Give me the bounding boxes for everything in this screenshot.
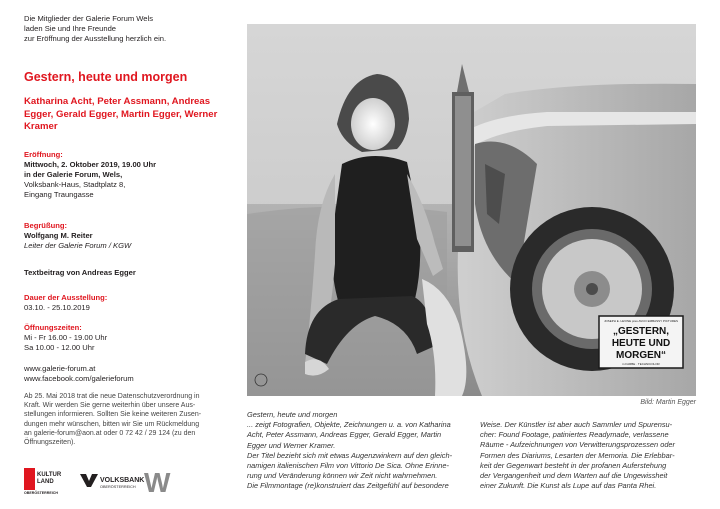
volksbank-name: VOLKSBANK (100, 477, 145, 484)
w-logo-mark: W (144, 467, 171, 496)
privacy-line: Ab 25. Mai 2018 trat die neue Datenschutzverordnung in (24, 393, 200, 400)
artist-line: Katharina Acht, Peter Assmann, Andreas (24, 96, 211, 107)
description-line: Weise. Der Künstler ist aber auch Sammler und Spurensu- (480, 420, 673, 429)
description-line: Formen des Diariums, Lesarten der Memoria. Die Erlebbar- (480, 450, 675, 460)
artist-line: Kramer (24, 121, 58, 132)
description-line: der Vergangenheit und dem Warten auf die Ungewissheit (480, 471, 668, 481)
duration-section (24, 293, 236, 313)
links-section (24, 364, 236, 384)
invitation-line: laden Sie und Ihre Freunde (24, 24, 117, 33)
privacy-line: stellungen informieren. Sollten Sie keine weiteren Zusen- (24, 411, 202, 419)
kultur-land-sub: OBERÖSTERREICH (24, 491, 58, 495)
exhibition-title: Gestern, heute und morgen (24, 70, 188, 84)
invitation-text (24, 14, 234, 44)
privacy-line: Öffnungszeiten). (24, 439, 76, 447)
poster-line3: MORGEN“ (616, 350, 666, 361)
invitation-line: Die Mitglieder der Galerie Forum Wels (24, 14, 153, 23)
duration-dates: 03.10. - 25.10.2019 (24, 303, 90, 312)
welcome-section (24, 221, 236, 251)
welcome-label: Begrüßung: (24, 221, 68, 230)
privacy-line: Kraft. Wir werden Sie gerne weiterhin über unsere Aus- (24, 402, 196, 410)
description-line: ... zeigt Fotografien, Objekte, Zeichnungen u. a. von Katharina (247, 420, 451, 430)
artist-list (24, 96, 236, 134)
movie-poster (599, 316, 683, 368)
opening-entrance: Eingang Traungasse (24, 190, 94, 199)
volksbank-icon (80, 474, 98, 487)
sponsor-logos (24, 466, 224, 496)
hours-section (24, 323, 236, 353)
description-line: namigen italienischen Film von Vittorio De Sica. Ohne Erinne- (247, 461, 449, 471)
duration-label: Dauer der Ausstellung: (24, 293, 108, 302)
exhibition-photo (247, 24, 696, 396)
description-line: Acht, Peter Assmann, Andreas Egger, Gerald Egger, Martin (247, 430, 442, 440)
welcome-name: Wolfgang M. Reiter (24, 231, 93, 240)
opening-label: Eröffnung: (24, 150, 63, 159)
website-link[interactable]: www.galerie-forum.at (24, 364, 96, 373)
privacy-notice (24, 392, 236, 447)
poster-line1: „GESTERN, (612, 326, 670, 337)
opening-venue: in der Galerie Forum, Wels, (24, 170, 123, 179)
volksbank-logo (80, 474, 144, 489)
kultur-land-line2: LAND (37, 479, 54, 485)
description-line: Die Filmmontage (re)konstruiert das Zeitgefühl auf besondere (247, 481, 449, 491)
description-column-1 (247, 410, 469, 492)
hours-saturday: Sa 10.00 - 12.00 Uhr (24, 343, 95, 352)
kultur-land-line1: KULTUR (37, 472, 62, 478)
photo-credit: Bild: Martin Egger (640, 399, 696, 406)
text-contribution (24, 268, 236, 278)
volksbank-sub: OBERÖSTERREICH (100, 485, 136, 489)
description-line: Der Titel bezieht sich mit etwas Augenzwinkern auf den gleich- (247, 450, 453, 460)
description-column-2 (480, 420, 702, 491)
poster-line2: HEUTE UND (611, 338, 671, 349)
opening-date: Mittwoch, 2. Oktober 2019, 19.00 Uhr (24, 160, 157, 169)
description-line: cher: Found Footage, patiniertes Readymade, verlassene (480, 430, 669, 440)
description-line: einer Zukunft. Die Kunst als Lupe auf das Panta Rhei. (480, 481, 657, 491)
poster-small-top: JOSEPH E. LEVINE pres AVCO EMBASSY PICTURES (603, 319, 679, 323)
description-line: Egger und Werner Kramer. (247, 440, 336, 450)
privacy-line: an galerie-forum@aon.at oder 0 72 42 / 29 124 (zu den (24, 429, 196, 437)
opening-address: Volksbank-Haus, Stadtplatz 8, (24, 180, 126, 189)
description-heading: Gestern, heute und morgen (247, 410, 338, 419)
facebook-link[interactable]: www.facebook.com/galerieforum (24, 374, 134, 383)
hours-weekday: Mi - Fr 16.00 - 19.00 Uhr (24, 333, 108, 342)
description-line: rung und Veränderung können wir Zeit nicht wahrnehmen. (247, 471, 438, 481)
artist-line: Egger, Gerald Egger, Martin Egger, Werner (24, 108, 218, 120)
poster-small-bottom: in FARBE · TECHNICOLOR (622, 362, 660, 366)
invitation-line: zur Eröffnung der Ausstellung herzlich ein. (24, 34, 167, 43)
privacy-line: dungen mehr wünschen, bitten wir Sie um Rückmeldung (24, 420, 200, 428)
opening-section (24, 150, 236, 200)
hours-label: Öffnungszeiten: (24, 323, 82, 332)
text-contribution-label: Textbeitrag von Andreas Egger (24, 268, 136, 277)
description-line: Räume - Aufzeichnungen von Verwitterungsprozessen oder (480, 440, 676, 450)
w-logo (144, 467, 171, 496)
kultur-land-logo (24, 468, 62, 495)
description-line: keit der Gegenwart besteht in der profanen Auferstehung (480, 460, 667, 470)
welcome-role: Leiter der Galerie Forum / KGW (24, 241, 132, 250)
